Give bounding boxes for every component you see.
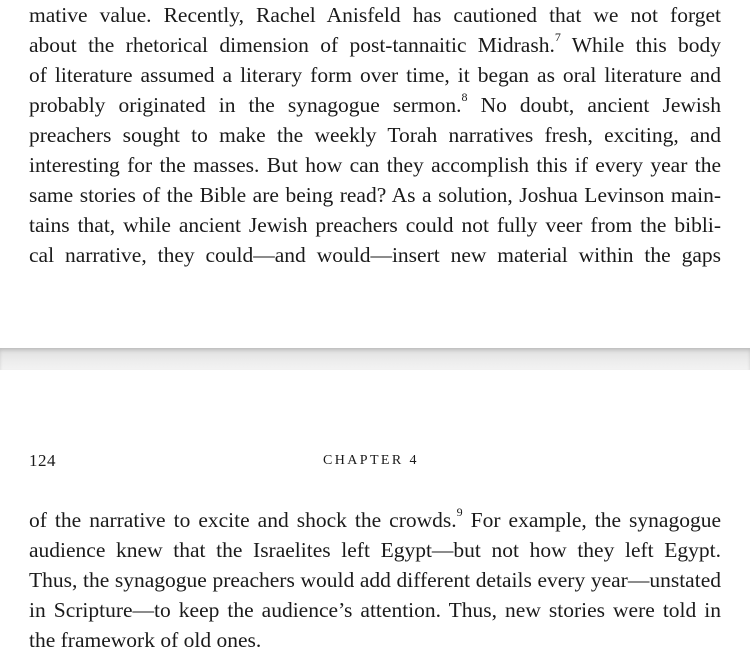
text-run: For example, the synagogue — [462, 508, 721, 532]
text-line: of literature assumed a literary form over time, it began as oral literature and — [29, 63, 721, 87]
text-run: about the rhetorical dimension of post-tannaitic Midrash. — [29, 33, 555, 57]
text-line — [29, 505, 721, 535]
upper-page-paragraph — [29, 0, 721, 270]
text-line: in Scripture—to keep the audience’s attention. Thus, new stories were told in — [29, 598, 721, 622]
text-run: No doubt, ancient Jewish — [467, 93, 721, 117]
text-line: same stories of the Bible are being read? As a solution, Joshua Levinson main- — [29, 183, 721, 207]
text-line: interesting for the masses. But how can they accomplish this if every year the — [29, 153, 721, 177]
text-line: audience knew that the Israelites left Egypt—but not how they left Egypt. — [29, 538, 721, 562]
page-divider — [0, 348, 750, 370]
text-line: cal narrative, they could—and would—insert new material within the gaps — [29, 243, 721, 267]
text-line: preachers sought to make the weekly Torah narratives fresh, exciting, and — [29, 123, 721, 147]
text-line — [29, 30, 721, 60]
footnote-marker[interactable]: 8 — [461, 90, 468, 104]
text-run: of the narrative to excite and shock the crowds. — [29, 508, 457, 532]
text-line: mative value. Recently, Rachel Anisfeld has cautioned that we not forget — [29, 3, 721, 27]
text-line: tains that, while ancient Jewish preachers could not fully veer from the bibli- — [29, 213, 721, 237]
running-head — [0, 449, 750, 473]
text-line — [29, 90, 721, 120]
lower-page-paragraph — [29, 505, 721, 652]
footnote-marker[interactable]: 7 — [554, 30, 561, 44]
chapter-label: CHAPTER 4 — [323, 453, 419, 468]
text-run: probably originated in the synagogue sermon. — [29, 93, 462, 117]
text-run: While this body — [560, 33, 721, 57]
page-number: 124 — [29, 451, 56, 470]
footnote-marker[interactable]: 9 — [456, 505, 463, 519]
text-line: Thus, the synagogue preachers would add different details every year—unstated — [29, 568, 721, 592]
text-line: the framework of old ones. — [29, 628, 262, 652]
